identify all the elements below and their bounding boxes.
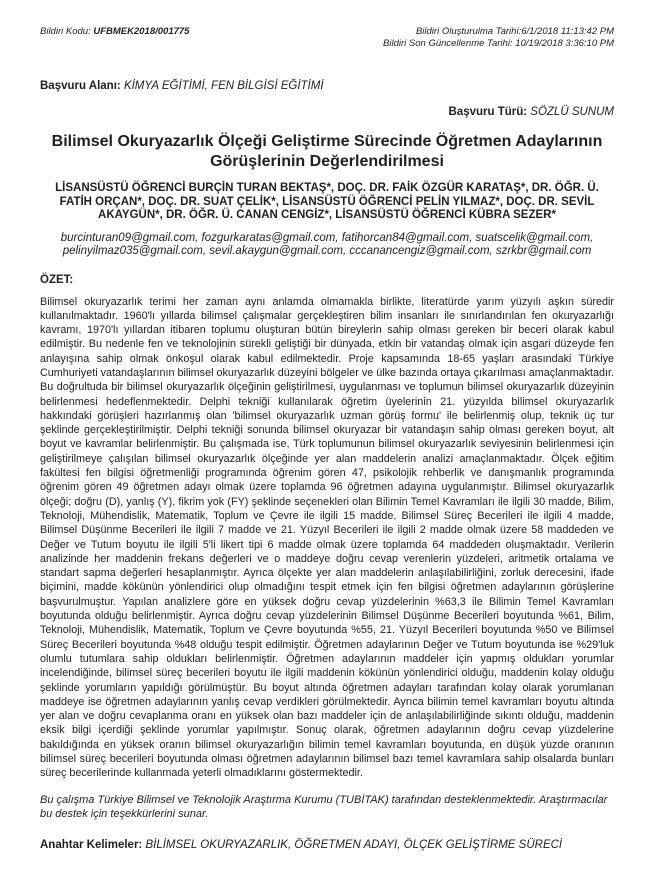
submission-code-label: Bildiri Kodu:	[40, 26, 94, 37]
submission-code	[40, 26, 189, 38]
document-meta-header	[40, 26, 614, 50]
paper-author-emails: burcinturan09@gmail.com, fozgurkaratas@gmail.com, fatihorcan84@gmail.com, suatscelik@gmail.com, pelinyilmaz035@gmail.com, sevil.akaygun@gmail.com, cccanancengiz@gmail.com, szrkbr@gmail.com	[60, 231, 594, 257]
application-field-row	[40, 80, 614, 92]
acknowledgment-text: Bu çalışma Türkiye Bilimsel ve Teknolojik Araştırma Kurumu (TUBİTAK) tarafından desteklenmektedir. Araştırmacılar bu destek için teşekkürlerini sunar.	[40, 793, 608, 820]
keywords-row	[40, 839, 614, 851]
application-type-label: Başvuru Türü:	[448, 106, 531, 118]
abstract-text: Bilimsel okuryazarlık terimi her zaman aynı anlamda olmamakla birlikte, literatürde yarım yüzyılı aşkın süredir kullanılmaktadır. 1960'lı yıllarda bilimsel çalışmalar gerçekleştiren bilim insanları ile sınırlandırılan fen okuryazarlığı kavramı, 1970'lı yıllardan itibaren toplumu oluşturan bütün bireylerin sahip olması gereken bir beceri olarak kabul edilmiştir. Bu nedenle fen ve teknolojinin sürekli geliştiği bir dünyada, etkin bir vatandaş olmak için asgari düzeyde fen anlayışına sahip olmak önkoşul olarak kabul edilmektedir. Proje kapsamında 18-65 yaşları arasındaki Türkiye Cumhuriyeti vatandaşlarının bilimsel okuryazarlık düzeyini bölgeler ve ülke bazında ortaya çıkarılması amaçlanmaktadır. Bu doğrultuda bir bilimsel okuryazarlık ölçeğinin geliştirilmesi, uygulanması ve toplumun bilimsel okuryazarlık düzeyinin belirlenmesi hedeflenmektedir. Delphi tekniği kullanılarak öğretim üyelerinin 21. yüzyılda bilimsel okuryazarlık hakkındaki görüşleri hazırlanmış olan 'bilimsel okuryazarlık uzman görüş formu' ile belirlenmiş olup, teknik üç tur şeklinde gerçekleştirilmiştir. Delphi tekniği sonunda bilimsel okuryazar bir vatandaşın sahip olması gereken boyut, alt boyut ve kavramlar belirlenmiştir. Bu çalışmada ise, Türk toplumunun bilimsel okuryazarlık seviyesinin belirlenmesi için geliştirilmeye çalışılan bilimsel okuryazarlık ölçeğinde yer alan maddelerin analizi amaçlanmaktadır. Ölçek eğitim fakültesi fen bilgisi öğretmenliği programında öğrenim gören 47, psikolojik rehberlik ve danışmanlık programında öğrenim gören 49 öğretmen adayı olmak üzere toplamda 96 öğretmen adayına uygulanmıştır. Bilimsel okuryazarlık ölçeği; doğru (D), yanlış (Y), fikrim yok (FY) şeklinde seçenekleri olan Bilimin Temel Kavramları ile ilgili 30 madde, Bilim, Teknoloji, Mühendislik, Matematik, Toplum ve Çevre ile ilgili 15 madde, Bilimsel Süreç Becerileri ile ilgili 4 madde, Bilimsel Düşünme Becerileri ile ilgili 7 madde ve 21. Yüzyıl Becerileri ile ilgili 2 madde olmak üzere 58 maddeden ve Değer ve Tutum boyutu ile ilgili 5'li likert tipi 6 madde olmak üzere toplamda 64 maddeden oluşmaktadır. Verilerin analizinde her maddenin frekans değerleri ve o maddeye doğru cevap verenlerin yüzdeleri, aritmetik ortalama ve standart sapma değerleri hesaplanmıştır. Ayrıca ölçekte yer alan maddelerin anlaşılabilirliğini, zorluk derecesini, ifade biçimini, madde kökünün yönlendirici olup olmadığını tespit etmek için fen bilgisi öğretmen adaylarının görüşlerine başvurulmuştur. Yapılan analizlere göre en yüksek doğru cevap yüzdelerinin %63,3 ile Bilimin Temel Kavramları boyutunda olduğu belirlenmiştir. Ayrıca doğru cevap yüzdelerinin Bilimsel Düşünme Becerileri boyutunda %61, Bilim, Teknoloji, Mühendislik, Matematik, Toplum ve Çevre boyutunda %55, 21. Yüzyıl Becerileri boyutunda %50 ve Bilimsel Süreç Becerileri boyutunda %48 olduğu tespit edilmiştir. Öğretmen adaylarının Değer ve Tutum boyutunda ise %29'luk olumlu tutumlara sahip oldukları belirlenmiştir. Öğretmen adaylarının maddeler için yapmış oldukları yorumlar incelendiğinde, bilimsel süreç becerileri boyutu ile ilgili maddenin kökünün yönlendirici olduğu, maddenin kolay olduğu şeklinde yorumların yapıldığı görülmüştür. Bu boyut altında öğretmen adayları tarafından kolay olarak yorumlanan maddeye ise öğretmen adaylarının yanlış cevap verdikleri görülmektedir. Ayrıca bilimin temel kavramları boyutu altında yer alan ve doğru cevaplanma oranı en yüksek olan bazı maddeler için de anlaşılabilirliğinde sıkıntı olduğu, maddenin eksik bilgi içerdiği şeklinde yorumlar yapılmıştır. Sonuç olarak, öğretmen adaylarının doğru cevap yüzdelerine bakıldığında en yüksek oranın bilimsel okuryazarlığın bilimin temel kavramları boyutunda, en düşük yüzde oranının bilimsel süreç becerileri boyutunda olması öğretmen adaylarının bilimsel bazı temel kavramlara sahip olsalarda bunları süreç becerilerinde kullanmada yeterli olmadıklarını göstermektedir.	[40, 295, 614, 780]
created-date-line: Bildiri Oluşturulma Tarihi:6/1/2018 11:13:42 PM	[415, 26, 614, 37]
abstract-heading: ÖZET:	[40, 273, 74, 286]
submission-code-value: UFBMEK2018/001775	[93, 26, 190, 37]
application-field-label: Başvuru Alanı:	[40, 80, 124, 92]
keywords-value: BİLİMSEL OKURYAZARLIK, ÖĞRETMEN ADAYI, ÖLÇEK GELİŞTİRME SÜRECİ	[145, 838, 563, 851]
paper-authors: LİSANSÜSTÜ ÖĞRENCİ BURÇİN TURAN BEKTAŞ*, DOÇ. DR. FAİK ÖZGÜR KARATAŞ*, DR. ÖĞR. Ü. FATİH ORÇAN*, DOÇ. DR. SUAT ÇELİK*, LİSANSÜSTÜ ÖĞRENCİ PELİN YILMAZ*, DOÇ. DR. SEVİL AKAYGÜN*, DR. ÖĞR. Ü. CANAN CENGİZ*, LİSANSÜSTÜ ÖĞRENCİ KÜBRA SEZER*	[55, 182, 599, 221]
paper-title: Bilimsel Okuryazarlık Ölçeği Geliştirme Sürecinde Öğretmen Adaylarının Görüşlerinin Değerlendirilmesi	[51, 133, 603, 170]
keywords-label: Anahtar Kelimeler:	[40, 838, 146, 851]
application-type-value: SÖZLÜ SUNUM	[530, 106, 614, 118]
application-type-row	[40, 106, 614, 118]
submission-dates	[383, 26, 614, 50]
application-field-value: KİMYA EĞİTİMİ, FEN BİLGİSİ EĞİTİMİ	[123, 80, 324, 92]
updated-date-line: Bildiri Son Güncellenme Tarihi: 10/19/2018 3:36:10 PM	[383, 38, 614, 49]
